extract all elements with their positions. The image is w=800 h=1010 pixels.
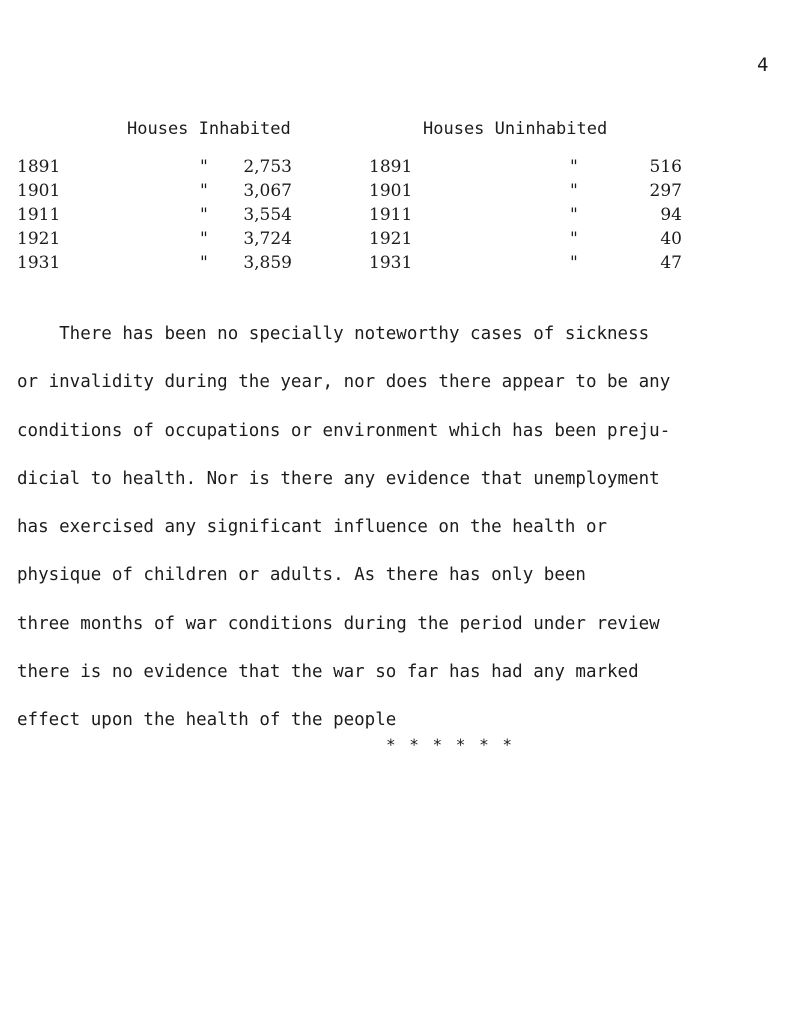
table-row: [0, 205, 800, 229]
ditto-mark: ": [200, 205, 208, 225]
ditto-mark: ": [570, 229, 578, 249]
year-uninhabited: 1901: [369, 181, 413, 201]
table-row: [0, 253, 800, 277]
year-inhabited: 1931: [17, 253, 61, 273]
table-row: [0, 181, 800, 205]
ditto-mark: ": [570, 157, 578, 177]
houses-inhabited-count: 2,753: [243, 157, 292, 177]
table-row: [0, 157, 800, 181]
paragraph-line: dicial to health. Nor is there any evidence that unemployment: [17, 468, 660, 489]
ditto-mark: ": [200, 253, 208, 273]
paragraph-line: has exercised any significant influence on the health or: [17, 517, 608, 538]
houses-uninhabited-count: 47: [660, 253, 682, 273]
paragraph-line: There has been no specially noteworthy cases of sickness: [17, 324, 650, 344]
ditto-mark: ": [570, 253, 578, 273]
paragraph-line: physique of children or adults. As there has only been: [17, 565, 586, 586]
year-uninhabited: 1891: [369, 157, 413, 177]
houses-uninhabited-count: 40: [660, 229, 682, 249]
housing-table: [0, 157, 800, 277]
houses-inhabited-count: 3,554: [243, 205, 292, 225]
houses-uninhabited-count: 516: [649, 157, 682, 177]
year-inhabited: 1891: [17, 157, 61, 177]
paragraph-line: conditions of occupations or environment which has been preju-: [17, 420, 671, 441]
houses-uninhabited-count: 94: [660, 205, 682, 225]
year-inhabited: 1911: [17, 205, 61, 225]
paragraph-line: three months of war conditions during the period under review: [17, 613, 660, 634]
year-uninhabited: 1921: [369, 229, 413, 249]
ditto-mark: ": [570, 205, 578, 225]
ditto-mark: ": [200, 181, 208, 201]
houses-inhabited-count: 3,859: [243, 253, 292, 273]
houses-inhabited-count: 3,724: [243, 229, 292, 249]
paragraph-line: or invalidity during the year, nor does there appear to be any: [17, 372, 671, 393]
paragraph-line: there is no evidence that the war so far has had any marked: [17, 662, 639, 683]
houses-inhabited-count: 3,067: [243, 181, 292, 201]
year-uninhabited: 1931: [369, 253, 413, 273]
section-separator: * * * * * *: [386, 735, 514, 754]
ditto-mark: ": [200, 229, 208, 249]
year-inhabited: 1921: [17, 229, 61, 249]
ditto-mark: ": [200, 157, 208, 177]
houses-uninhabited-count: 297: [649, 181, 682, 201]
paragraph-line: effect upon the health of the people: [17, 710, 397, 731]
health-report-paragraph: [17, 310, 797, 745]
ditto-mark: ": [570, 181, 578, 201]
houses-uninhabited-header: Houses Uninhabited: [423, 119, 608, 139]
page-number: 4: [757, 54, 769, 76]
year-inhabited: 1901: [17, 181, 61, 201]
year-uninhabited: 1911: [369, 205, 413, 225]
table-row: [0, 229, 800, 253]
houses-inhabited-header: Houses Inhabited: [127, 119, 291, 139]
